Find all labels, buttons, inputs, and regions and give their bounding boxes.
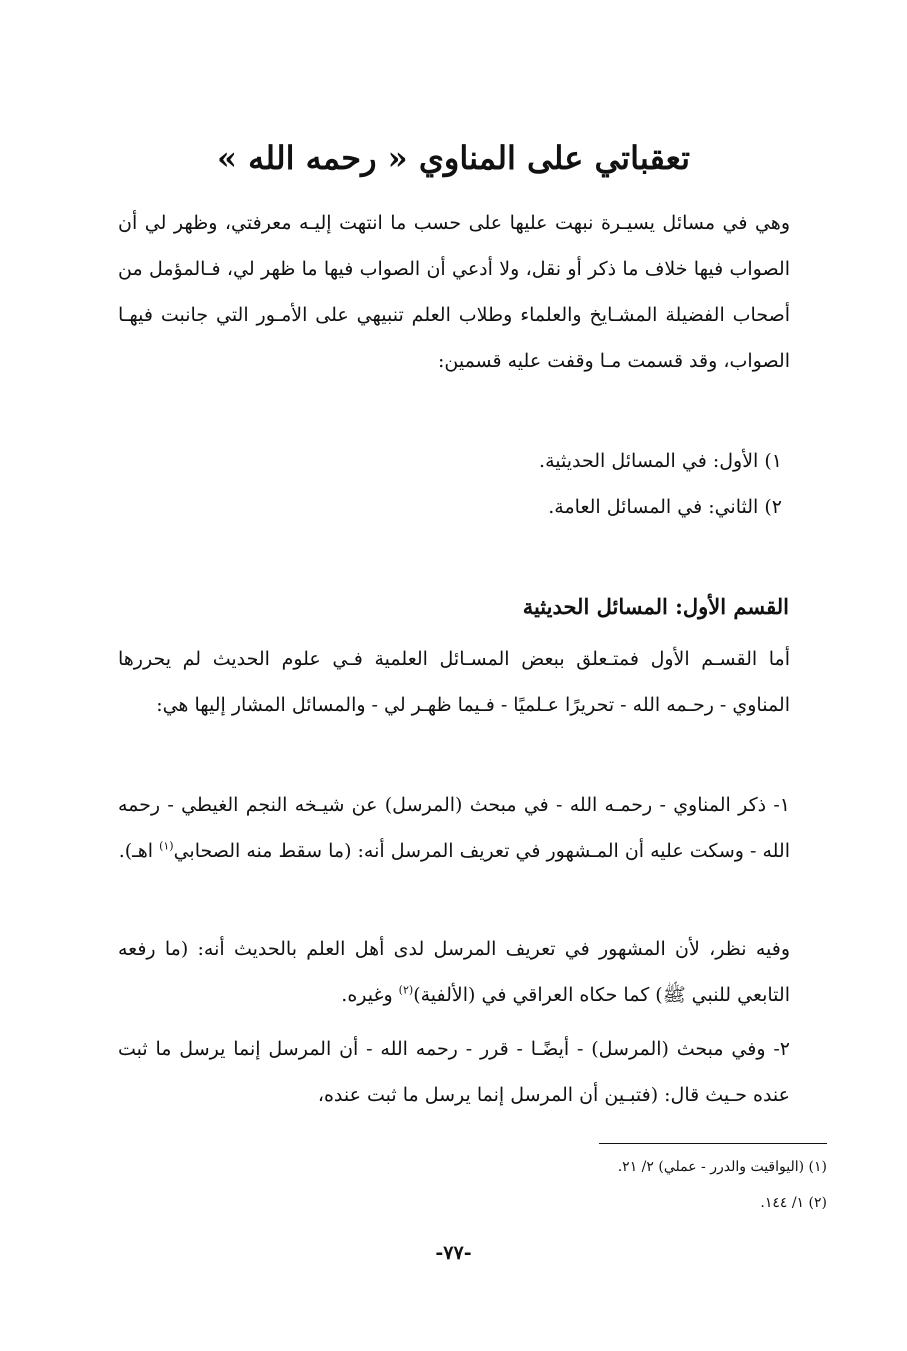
footnote-marker-one: (١) — [159, 839, 174, 853]
footnote-two: (٢) ١/ ١٤٤. — [760, 1195, 827, 1211]
page-number: -٧٧- — [435, 1242, 472, 1264]
footnote-one: (١) (اليواقيت والدرر - عملي) ٢/ ٢١. — [617, 1159, 827, 1175]
point-one-comment-tail: وغيره. — [341, 984, 399, 1006]
point-one-tail: اهـ). — [118, 840, 160, 862]
point-one-comment-paragraph — [118, 926, 790, 1018]
intro-paragraph: وهي في مسائل يسيـرة نبهت عليها على حسب ما انتهت إليـه معرفتي، وظهر لي أن الصواب فيها خلاف ما ذكر أو نقل، ولا أدعي أن الصواب فيها ما ظهر لي، فـالمؤمل من أصحاب الفضيلة المشـايخ والعلماء وطلاب العلم تنبيهي على الأمـور التي جانبت فيهـا الصواب، وقد قسمت مـا وقفت عليه قسمين: — [118, 212, 790, 372]
section-intro-paragraph: أما القسـم الأول فمتـعلق ببعض المسـائل العلمية فـي علوم الحديث لم يحررها المناوي - رحـمه الله - تحريرًا عـلميًا - فـيما ظهـر لي - والمسائل المشار إليها هي: — [118, 648, 790, 716]
division-item-first: ١) الأول: في المسائل الحديثية. — [539, 450, 782, 472]
section-heading: القسم الأول: المسائل الحديثية — [522, 594, 789, 619]
page-title: تعقباتي على المناوي « رحمه الله » — [216, 139, 691, 177]
point-one-paragraph — [118, 782, 790, 874]
point-two-paragraph: ٢- وفي مبحث (المرسل) - أيضًـا - قرر - رحمه الله - أن المرسل إنما يرسل ما ثبت عنده حـيث قال: (فتبـين أن المرسل إنما يرسل ما ثبت عنده، — [118, 1038, 790, 1106]
point-one-text: ١- ذكر المناوي - رحمـه الله - في مبحث (المرسل) عن شيـخه النجم الغيطي - رحمه الله - وسكت عليه أن المـشهور في تعريف المرسل أنه: (ما سقط منه الصحابي — [118, 794, 790, 862]
point-one-comment-text: وفيه نظر، لأن المشهور في تعريف المرسل لدى أهل العلم بالحديث أنه: (ما رفعه التابعي للنبي ﷺ) كما حكاه العراقي في (الألفية) — [118, 938, 790, 1006]
division-item-second: ٢) الثاني: في المسائل العامة. — [548, 496, 782, 518]
footnote-divider — [599, 1143, 827, 1144]
footnote-marker-two: (٢) — [398, 983, 414, 997]
